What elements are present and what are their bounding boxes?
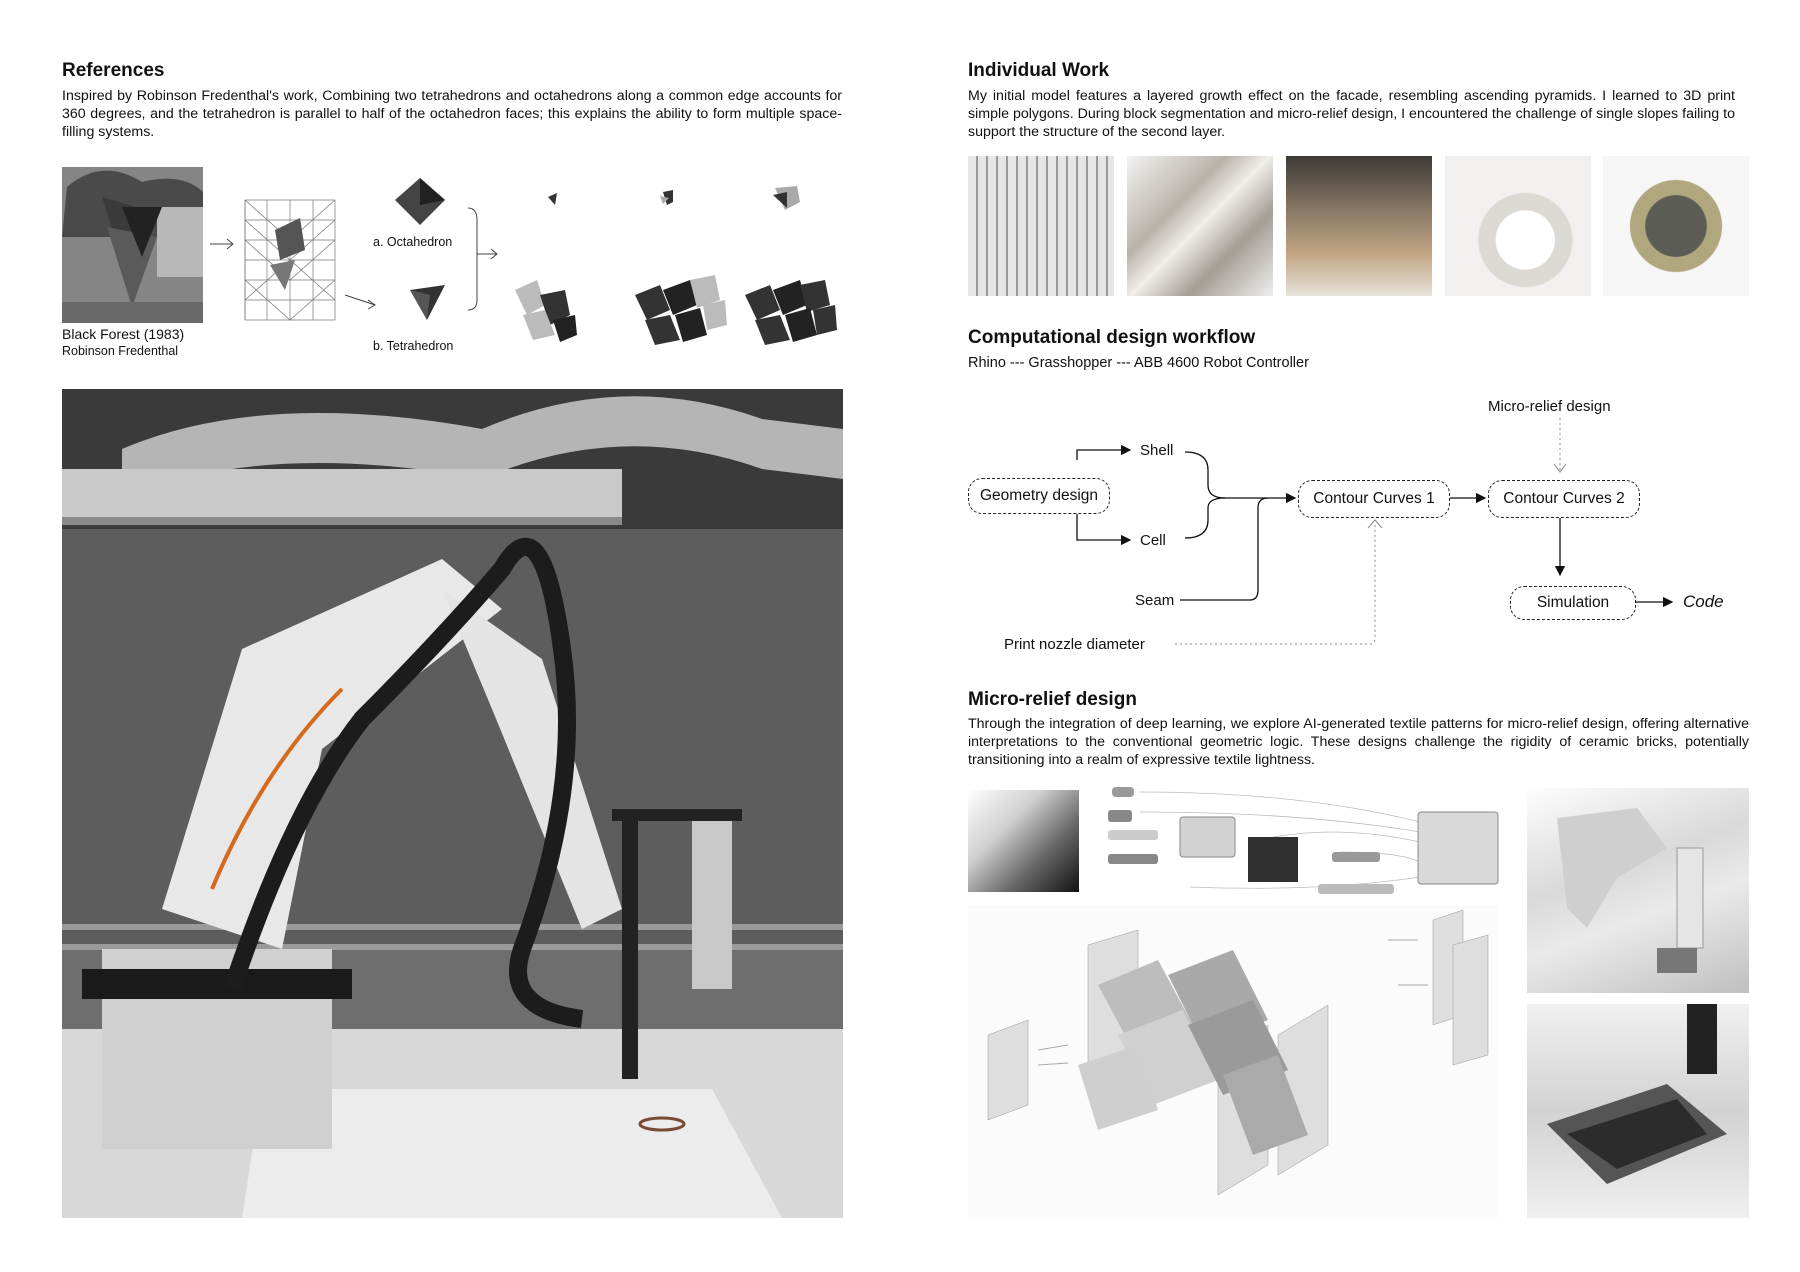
micro-relief-text: Through the integration of deep learning, we explore AI-generated textile patterns for micro-relief design, offering alternative interpretations to the conventional geometric logic. These designs challenge the rigidity of ceramic bricks, potentially transitioning into a realm of expressive textile lightness. [968, 716, 1749, 768]
contour-curves-2-node: Contour Curves 2 [1488, 480, 1640, 518]
seam-label: Seam [1135, 592, 1175, 609]
micro-relief-title: Micro-relief design [968, 689, 1137, 710]
workflow-diagram [960, 390, 1760, 660]
individual-photo-3 [1286, 156, 1432, 296]
shell-label: Shell [1140, 442, 1174, 459]
robot-render-2 [1527, 1004, 1749, 1218]
robot-render-1 [1527, 788, 1749, 993]
reference-diagram [205, 160, 845, 365]
octahedron-label: a. Octahedron [373, 235, 453, 249]
individual-photo-1 [968, 156, 1114, 296]
exploded-axonometric-diagram [968, 905, 1498, 1218]
individual-photo-4 [1445, 156, 1591, 296]
code-label: Code [1683, 592, 1724, 611]
contour-curves-1-node: Contour Curves 1 [1298, 480, 1450, 518]
print-nozzle-label: Print nozzle diameter [1004, 636, 1145, 653]
individual-work-text: My initial model features a layered growth effect on the facade, resembling ascending pyramids. I learned to 3D print simple polygons. During block segmentation and micro-relief design, I encountered the challenge of single slopes failing to support the structure of the second layer. [968, 88, 1735, 140]
individual-work-title: Individual Work [968, 60, 1110, 81]
geometry-design-node: Geometry design [968, 478, 1110, 514]
caption-author: Robinson Fredenthal [62, 344, 179, 358]
references-text: Inspired by Robinson Fredenthal's work, Combining two tetrahedrons and octahedrons along a common edge accounts for 360 degrees, and the tetrahedron is parallel to half of the octahedron faces; this explains the ability to form multiple space-filling systems. [62, 88, 842, 140]
grasshopper-definition [1100, 782, 1500, 897]
micro-relief-label: Micro-relief design [1488, 398, 1611, 415]
texture-gradient-image [968, 790, 1079, 892]
robot-arm-photo [62, 389, 843, 1218]
workflow-title: Computational design workflow [968, 327, 1256, 348]
caption-title: Black Forest (1983) [62, 326, 185, 342]
simulation-node: Simulation [1510, 586, 1636, 620]
workflow-subtitle: Rhino --- Grasshopper --- ABB 4600 Robot Controller [968, 355, 1309, 371]
tetrahedron-label: b. Tetrahedron [373, 339, 454, 353]
individual-photo-5 [1603, 156, 1749, 296]
cell-label: Cell [1140, 532, 1166, 549]
individual-photo-2 [1127, 156, 1273, 296]
references-title: References [62, 60, 165, 81]
black-forest-photo [62, 167, 203, 323]
